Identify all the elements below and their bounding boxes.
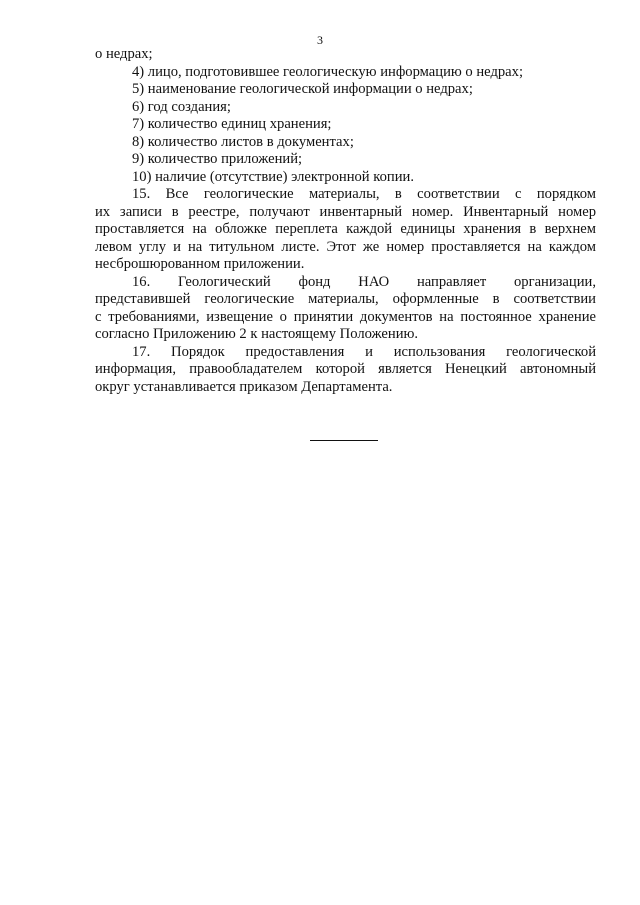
paragraph-17-line: информация, правообладателем которой является Ненецкий автономный: [95, 361, 596, 377]
paragraph-16-line: 16. Геологический фонд НАО направляет организации,: [132, 273, 596, 290]
paragraph-15-line: их записи в реестре, получают инвентарный номер. Инвентарный номер: [95, 203, 596, 220]
paragraph-15-line: несброшюрованном приложении.: [95, 256, 305, 272]
paragraph-17-line: округ устанавливается приказом Департамента.: [95, 378, 393, 395]
end-of-document-rule: [310, 440, 378, 441]
list-item-7: 7) количество единиц хранения;: [132, 116, 332, 132]
paragraph-15-line: левом углу и на титульном листе. Этот же номер проставляется на каждом: [95, 238, 596, 255]
paragraph-15-line: 15. Все геологические материалы, в соответствии с порядком: [132, 186, 596, 202]
paragraph-17-line: 17. Порядок предоставления и использования геологической: [132, 343, 596, 360]
list-item-4: 4) лицо, подготовившее геологическую информацию о недрах;: [132, 63, 524, 80]
list-item-9: 9) количество приложений;: [132, 151, 303, 167]
list-item-10: 10) наличие (отсутствие) электронной копии.: [132, 168, 414, 185]
paragraph-16-line: с требованиями, извещение о принятии документов на постоянное хранение: [95, 308, 596, 325]
page-number: 3: [317, 33, 323, 47]
list-item-8: 8) количество листов в документах;: [132, 133, 354, 150]
paragraph-15-line: проставляется на обложке переплета каждой единицы хранения в верхнем: [95, 221, 596, 237]
paragraph-16-line: представившей геологические материалы, оформленные в соответствии: [95, 291, 596, 307]
list-item-6: 6) год создания;: [132, 98, 231, 115]
text-line: о недрах;: [95, 46, 153, 62]
document-body: [95, 46, 596, 396]
paragraph-16-line: согласно Приложению 2 к настоящему Положению.: [95, 326, 419, 342]
list-item-5: 5) наименование геологической информации о недрах;: [132, 81, 473, 97]
